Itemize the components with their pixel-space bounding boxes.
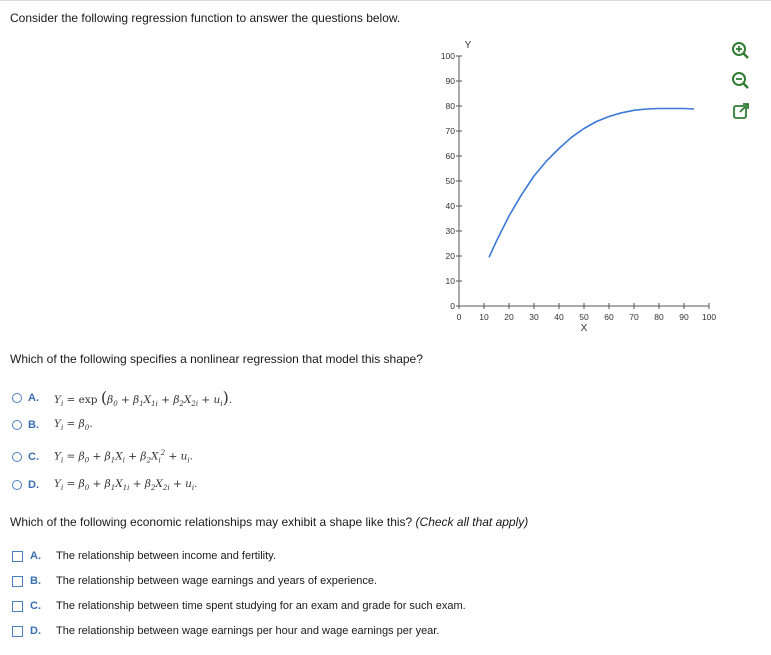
y-tick-label: 30 — [445, 226, 455, 236]
checkbox-b-text: The relationship between wage earnings and years of experience. — [56, 575, 378, 587]
zoom-out-icon[interactable] — [731, 71, 751, 91]
option-d[interactable] — [12, 477, 197, 493]
x-tick-label: 70 — [629, 312, 639, 322]
x-axis-title: X — [580, 323, 588, 334]
checkbox-c-letter: C. — [30, 600, 41, 612]
option-c[interactable] — [12, 449, 193, 465]
checkbox-option-d[interactable] — [12, 623, 439, 639]
option-a[interactable] — [12, 387, 233, 409]
checkbox-d-letter: D. — [30, 625, 41, 637]
intro-text: Consider the following regression function to answer the questions below. — [10, 11, 401, 25]
y-tick-label: 70 — [445, 126, 455, 136]
y-tick-label: 60 — [445, 151, 455, 161]
checkbox-c[interactable] — [12, 601, 23, 612]
radio-b[interactable] — [12, 420, 22, 430]
x-tick-label: 20 — [504, 312, 514, 322]
checkbox-a[interactable] — [12, 551, 23, 562]
question-1-text: Which of the following specifies a nonlinear regression that model this shape? — [10, 352, 423, 366]
series-line — [489, 109, 694, 258]
x-tick-label: 50 — [579, 312, 589, 322]
x-tick-label: 60 — [604, 312, 614, 322]
question-2-hint: (Check all that apply) — [415, 515, 529, 529]
y-tick-label: 0 — [450, 301, 455, 311]
y-tick-label: 10 — [445, 276, 455, 286]
x-tick-label: 100 — [701, 312, 717, 322]
question-2-main: Which of the following economic relationships may exhibit a shape like this? — [10, 515, 416, 529]
checkbox-d-text: The relationship between wage earnings per hour and wage earnings per year. — [56, 625, 440, 637]
x-tick-label: 40 — [554, 312, 564, 322]
y-axis-title: Y — [464, 40, 472, 51]
y-tick-label: 20 — [445, 251, 455, 261]
checkbox-option-b[interactable] — [12, 573, 377, 589]
option-b-letter: B. — [28, 419, 39, 431]
zoom-in-icon[interactable] — [731, 41, 751, 61]
radio-a[interactable] — [12, 393, 22, 403]
checkbox-b[interactable] — [12, 576, 23, 587]
x-tick-label: 90 — [679, 312, 689, 322]
y-tick-label: 100 — [440, 51, 455, 61]
checkbox-b-letter: B. — [30, 575, 41, 587]
x-tick-label: 30 — [529, 312, 539, 322]
radio-d[interactable] — [12, 480, 22, 490]
checkbox-c-text: The relationship between time spent studying for an exam and grade for such exam. — [56, 600, 466, 612]
x-tick-label: 10 — [479, 312, 489, 322]
checkbox-option-a[interactable] — [12, 548, 276, 564]
y-tick-label: 80 — [445, 101, 455, 111]
checkbox-option-c[interactable] — [12, 598, 466, 614]
x-tick-label: 0 — [456, 312, 462, 322]
open-external-icon[interactable] — [731, 101, 751, 121]
option-c-letter: C. — [28, 451, 39, 463]
option-a-letter: A. — [28, 392, 39, 404]
option-a-formula: $Y_i = \exp (\beta_0 + \beta_1X_{1i} + \beta_2X_{2i} + u_i)$. — [54, 387, 233, 409]
checkbox-d[interactable] — [12, 626, 23, 637]
question-2-text — [10, 515, 528, 529]
chart-toolbar — [731, 41, 755, 131]
option-b-formula: $Y_i = \beta_0$. — [54, 417, 93, 433]
option-d-formula: $Y_i = \beta_0 + \beta_1X_{1i} + \beta_2X_{2i} + u_i$. — [54, 477, 198, 493]
option-b[interactable] — [12, 417, 93, 433]
checkbox-a-text: The relationship between income and fertility. — [56, 550, 276, 562]
x-tick-label: 80 — [654, 312, 664, 322]
checkbox-a-letter: A. — [30, 550, 41, 562]
y-tick-label: 90 — [445, 76, 455, 86]
radio-c[interactable] — [12, 452, 22, 462]
y-tick-label: 50 — [445, 176, 455, 186]
option-d-letter: D. — [28, 479, 39, 491]
option-c-formula: $Y_i = \beta_0 + \beta_1X_i + \beta_2X_i^2 + u_i$. — [54, 449, 194, 465]
y-tick-label: 40 — [445, 201, 455, 211]
